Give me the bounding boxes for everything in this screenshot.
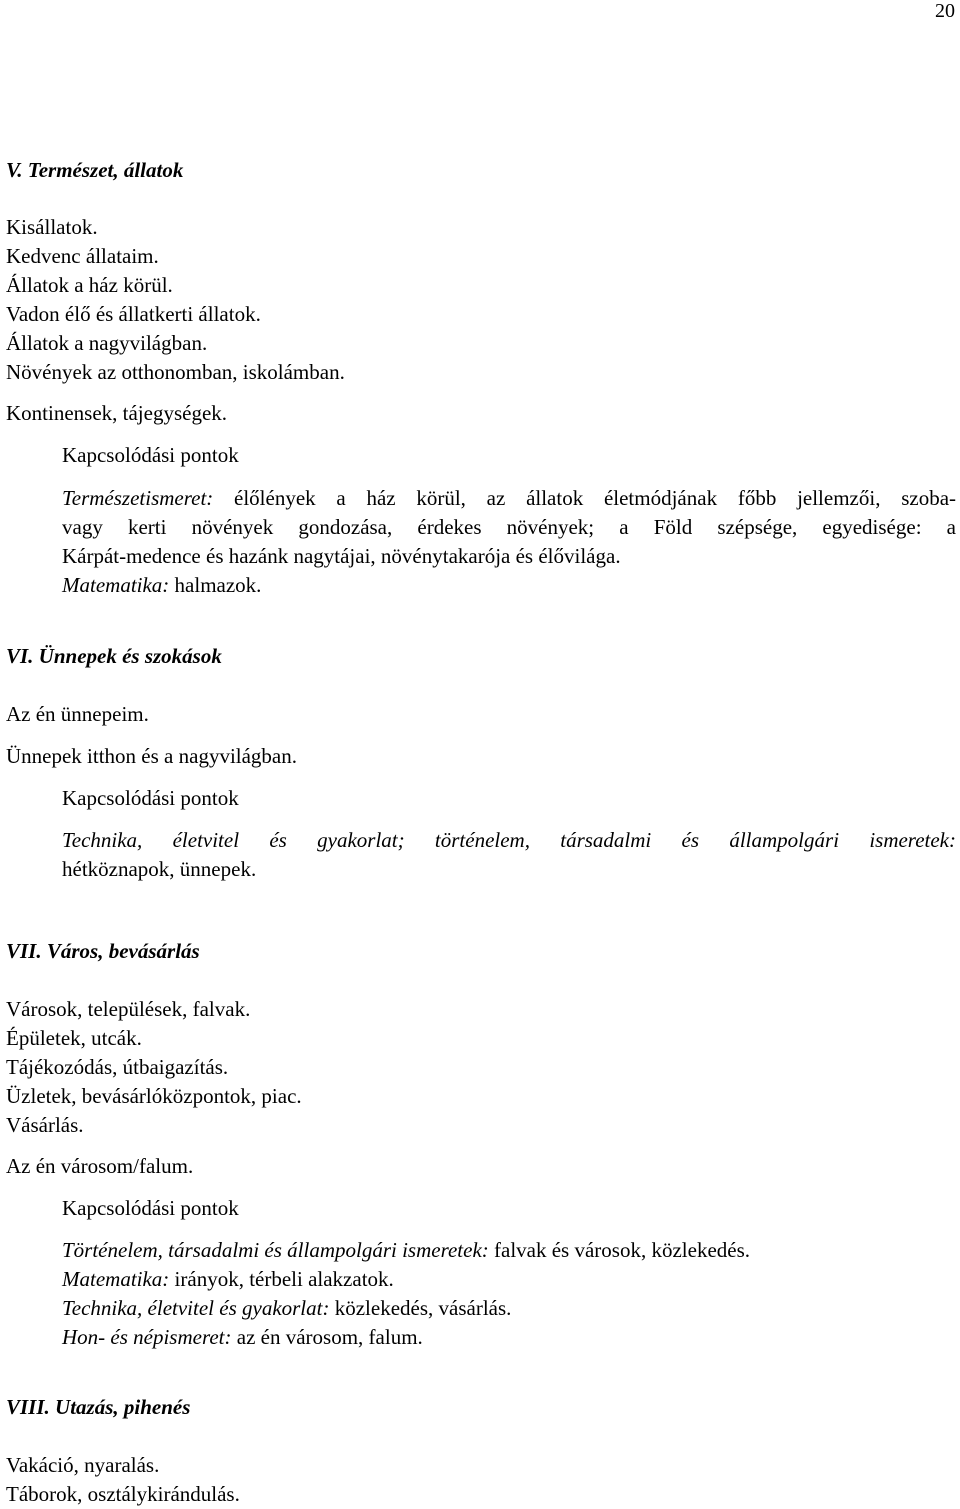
list-item: Ünnepek itthon és a nagyvilágban.: [6, 744, 298, 768]
connection-entry: [62, 1236, 750, 1265]
connection-text: halmazok.: [169, 573, 262, 597]
section-heading-viii: VIII. Utazás, pihenés: [6, 1395, 191, 1419]
list-item: Az én ünnepeim.: [6, 702, 149, 726]
connection-subject: Matematika:: [62, 1267, 170, 1291]
connection-entry: [62, 1294, 750, 1323]
connections-label: Kapcsolódási pontok: [62, 1196, 239, 1220]
list-item: Üzletek, bevásárlóközpontok, piac.: [6, 1084, 302, 1108]
connection-text: irányok, térbeli alakzatok.: [169, 1267, 394, 1291]
list-item: Állatok a ház körül.: [6, 273, 173, 297]
section-v-item-list: [6, 213, 345, 387]
connection-entry: [62, 571, 261, 600]
list-item: Táborok, osztálykirándulás.: [6, 1482, 240, 1506]
connection-subject: Matematika:: [62, 573, 170, 597]
connection-text: Kárpát-medence és hazánk nagytájai, növénytakarója és élővilága.: [62, 544, 621, 568]
list-item: Épületek, utcák.: [6, 1026, 142, 1050]
connection-subject: Technika, életvitel és gyakorlat:: [62, 1296, 330, 1320]
list-item: Növények az otthonomban, iskolámban.: [6, 360, 345, 384]
section-heading-vi: VI. Ünnepek és szokások: [6, 644, 222, 668]
page-number: 20: [935, 0, 955, 22]
connection-text: közlekedés, vásárlás.: [329, 1296, 512, 1320]
list-item: Tájékozódás, útbaigazítás.: [6, 1055, 229, 1079]
connection-subject: Történelem, társadalmi és állampolgári ismeretek:: [62, 1238, 489, 1262]
connection-subject: Technika, életvitel és gyakorlat; történelem, társadalmi és állampolgári ismeretek:: [62, 828, 956, 852]
connection-text: hétköznapok, ünnepek.: [62, 857, 257, 881]
connection-entry: [62, 826, 956, 884]
connection-entry: [62, 484, 956, 571]
connection-text: vagy kerti növények gondozása, érdekes növények; a Föld szépsége, egyedisége: a: [62, 515, 956, 539]
connections-list: [62, 1236, 750, 1352]
list-item: Az én városom/falum.: [6, 1154, 194, 1178]
section-viii-item-list: [6, 1451, 240, 1509]
connection-subject: Hon- és népismeret:: [62, 1325, 232, 1349]
connections-label: Kapcsolódási pontok: [62, 443, 239, 467]
section-heading-vii: VII. Város, bevásárlás: [6, 939, 200, 963]
list-item: Vakáció, nyaralás.: [6, 1453, 160, 1477]
list-item: Városok, települések, falvak.: [6, 997, 251, 1021]
list-item: Kontinensek, tájegységek.: [6, 401, 228, 425]
connection-text: élőlények a ház körül, az állatok életmódjának főbb jellemzői, szoba-: [234, 486, 957, 510]
connection-entry: [62, 1265, 750, 1294]
list-item: Vadon élő és állatkerti állatok.: [6, 302, 261, 326]
list-item: Állatok a nagyvilágban.: [6, 331, 208, 355]
connection-text: az én városom, falum.: [231, 1325, 423, 1349]
list-item: Kisállatok.: [6, 215, 98, 239]
section-heading-v: V. Természet, állatok: [6, 158, 184, 182]
connection-subject: Természetismeret:: [62, 486, 214, 510]
section-vii-item-list: [6, 995, 302, 1140]
connections-label: Kapcsolódási pontok: [62, 786, 239, 810]
connection-entry: [62, 1323, 750, 1352]
connection-text: falvak és városok, közlekedés.: [488, 1238, 751, 1262]
list-item: Kedvenc állataim.: [6, 244, 159, 268]
list-item: Vásárlás.: [6, 1113, 84, 1137]
